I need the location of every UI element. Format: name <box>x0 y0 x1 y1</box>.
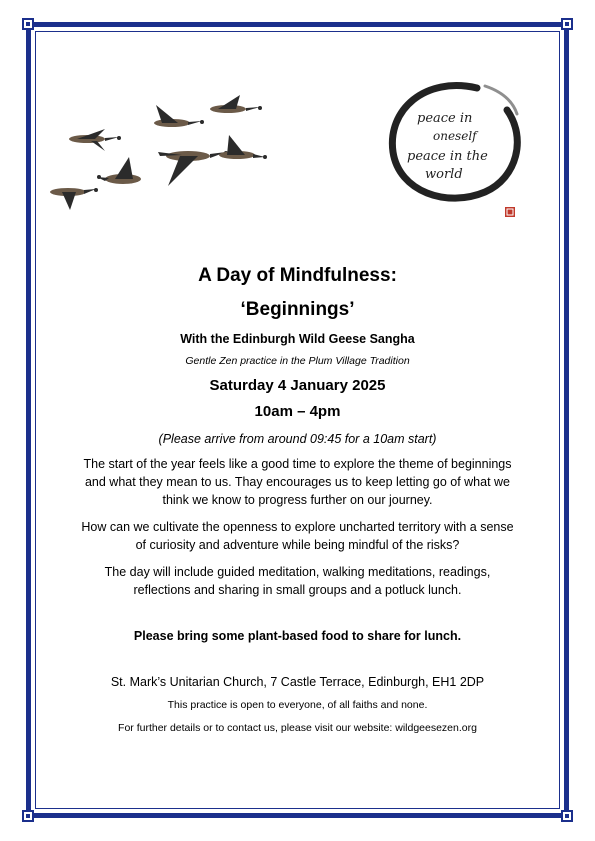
goose-icon <box>154 105 204 127</box>
corner-ornament-bottom-left <box>22 810 34 822</box>
tradition-note: Gentle Zen practice in the Plum Village Tradition <box>185 355 410 367</box>
goose-icon <box>158 151 228 186</box>
venue-address: St. Mark’s Unitarian Church, 7 Castle Terrace, Edinburgh, EH1 2DP <box>110 675 485 689</box>
event-title: A Day of Mindfulness: <box>198 265 397 286</box>
contact-note: For further details or to contact us, please visit our website: wildgeesezen.org <box>118 722 477 734</box>
goose-icon <box>219 135 267 159</box>
event-date: Saturday 4 January 2025 <box>209 377 386 394</box>
flyer-content <box>40 262 555 734</box>
calligraphy-line: oneself <box>433 129 477 143</box>
goose-icon <box>97 157 141 184</box>
red-seal-icon <box>505 207 515 217</box>
arrival-note: (Please arrive from around 09:45 for a 10am start) <box>158 432 437 446</box>
sangha-name: With the Edinburgh Wild Geese Sangha <box>180 332 415 346</box>
goose-icon <box>50 188 98 210</box>
calligraphy-line: peace in <box>417 111 473 126</box>
corner-ornament-top-right <box>561 18 573 30</box>
goose-icon <box>69 129 121 151</box>
event-theme: ‘Beginnings’ <box>240 299 355 320</box>
enso-circle-icon <box>385 80 525 210</box>
geese-flock-icon <box>40 80 280 220</box>
calligraphy-line: world <box>425 167 463 182</box>
question-paragraph: How can we cultivate the openness to explore uncharted territory with a sense of curiosity and adventure while being mindful of the risks? <box>81 520 514 552</box>
openness-note: This practice is open to everyone, of all faiths and none. <box>167 699 428 711</box>
intro-paragraph: The start of the year feels like a good time to explore the theme of beginnings and what they mean to us. Thay encourages us to keep letting go of what we think we know to progress further on our journey. <box>83 457 512 507</box>
event-time: 10am – 4pm <box>254 403 341 420</box>
corner-ornament-top-left <box>22 18 34 30</box>
corner-ornament-bottom-right <box>561 810 573 822</box>
goose-icon <box>210 95 262 113</box>
food-note: Please bring some plant-based food to share for lunch. <box>133 629 462 643</box>
calligraphy-line: peace in the <box>407 149 488 164</box>
schedule-paragraph: The day will include guided meditation, walking meditations, readings, reflections and sharing in small groups and a potluck lunch. <box>104 565 491 597</box>
